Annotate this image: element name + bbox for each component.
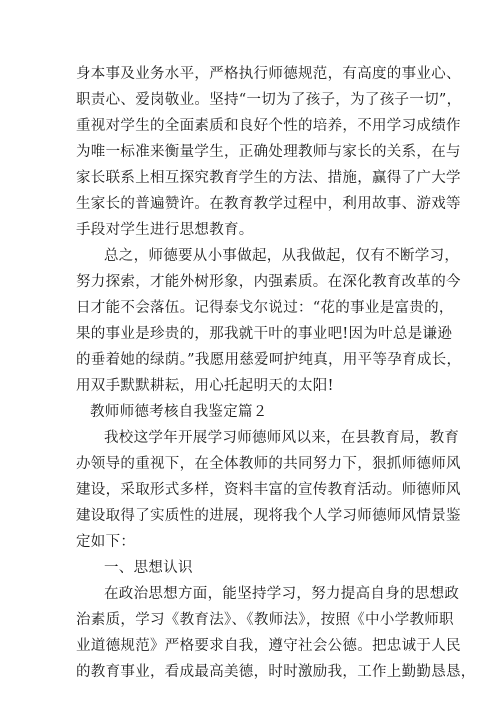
paragraph-line: 用双手默默耕耘，用心托起明天的太阳! [76,378,334,394]
paragraph-line: 果的事业是珍贵的，那我就干叶的事业吧!因为叶总是谦逊 [76,326,453,342]
paragraph-line: 身本事及业务水平，严格执行师德规范，有高度的事业心、 [76,66,461,82]
paragraph-line: 的教育事业，看成最高美德，时时激励我，工作上勤勤恳恳， [76,664,476,680]
paragraph-line: 家长联系上相互探究教育学生的方法、措施，赢得了广大学 [76,170,461,186]
paragraph-line: 定如下： [76,534,136,550]
paragraph-line: 业道德规范》严格要求自我，遵守社会公德。把忠诚于人民 [76,638,461,654]
paragraph-line: 手段对学生进行思想教育。 [76,222,254,238]
paragraph-line: 建设取得了实质性的进展，现将我个人学习师德师风情景鉴 [76,508,461,524]
paragraph-line: 职责心、爱岗敬业。坚持“一切为了孩子，为了孩子一切”， [76,92,462,108]
paragraph-line: 为唯一标准来衡量学生，正确处理教师与家长的关系，在与 [76,144,461,160]
paragraph-line: 生家长的普遍赞许。在教育教学过程中，利用故事、游戏等 [76,196,461,212]
subsection-heading: 一、思想认识 [104,560,193,576]
paragraph-line: 治素质，学习《教育法》、《教师法》，按照《中小学教师职 [76,612,454,628]
paragraph-line: 努力探索，才能外树形象，内强素质。在深化教育改革的今 [76,274,461,290]
paragraph-line: 我校这学年开展学习师德师风以来，在县教育局，教育 [104,430,460,446]
paragraph-line: 建设，采取形式多样，资料丰富的宣传教育活动。师德师风 [76,482,461,498]
paragraph-line: 日才能不会落伍。记得泰戈尔说过：“花的事业是富贵的， [76,300,454,316]
paragraph-line: 总之，师德要从小事做起，从我做起，仅有不断学习， [104,248,460,264]
paragraph-line: 重视对学生的全面素质和良好个性的培养，不用学习成绩作 [76,118,461,134]
paragraph-line: 的垂着她的绿荫。”我愿用慈爱呵护纯真，用平等孕育成长， [76,352,462,368]
paragraph-line: 办领导的重视下，在全体教师的共同努力下，狠抓师德师风 [76,456,461,472]
section-title: 教师师德考核自我鉴定篇２ [90,404,268,420]
paragraph-line: 在政治思想方面，能坚持学习，努力提高自身的思想政 [104,586,460,602]
